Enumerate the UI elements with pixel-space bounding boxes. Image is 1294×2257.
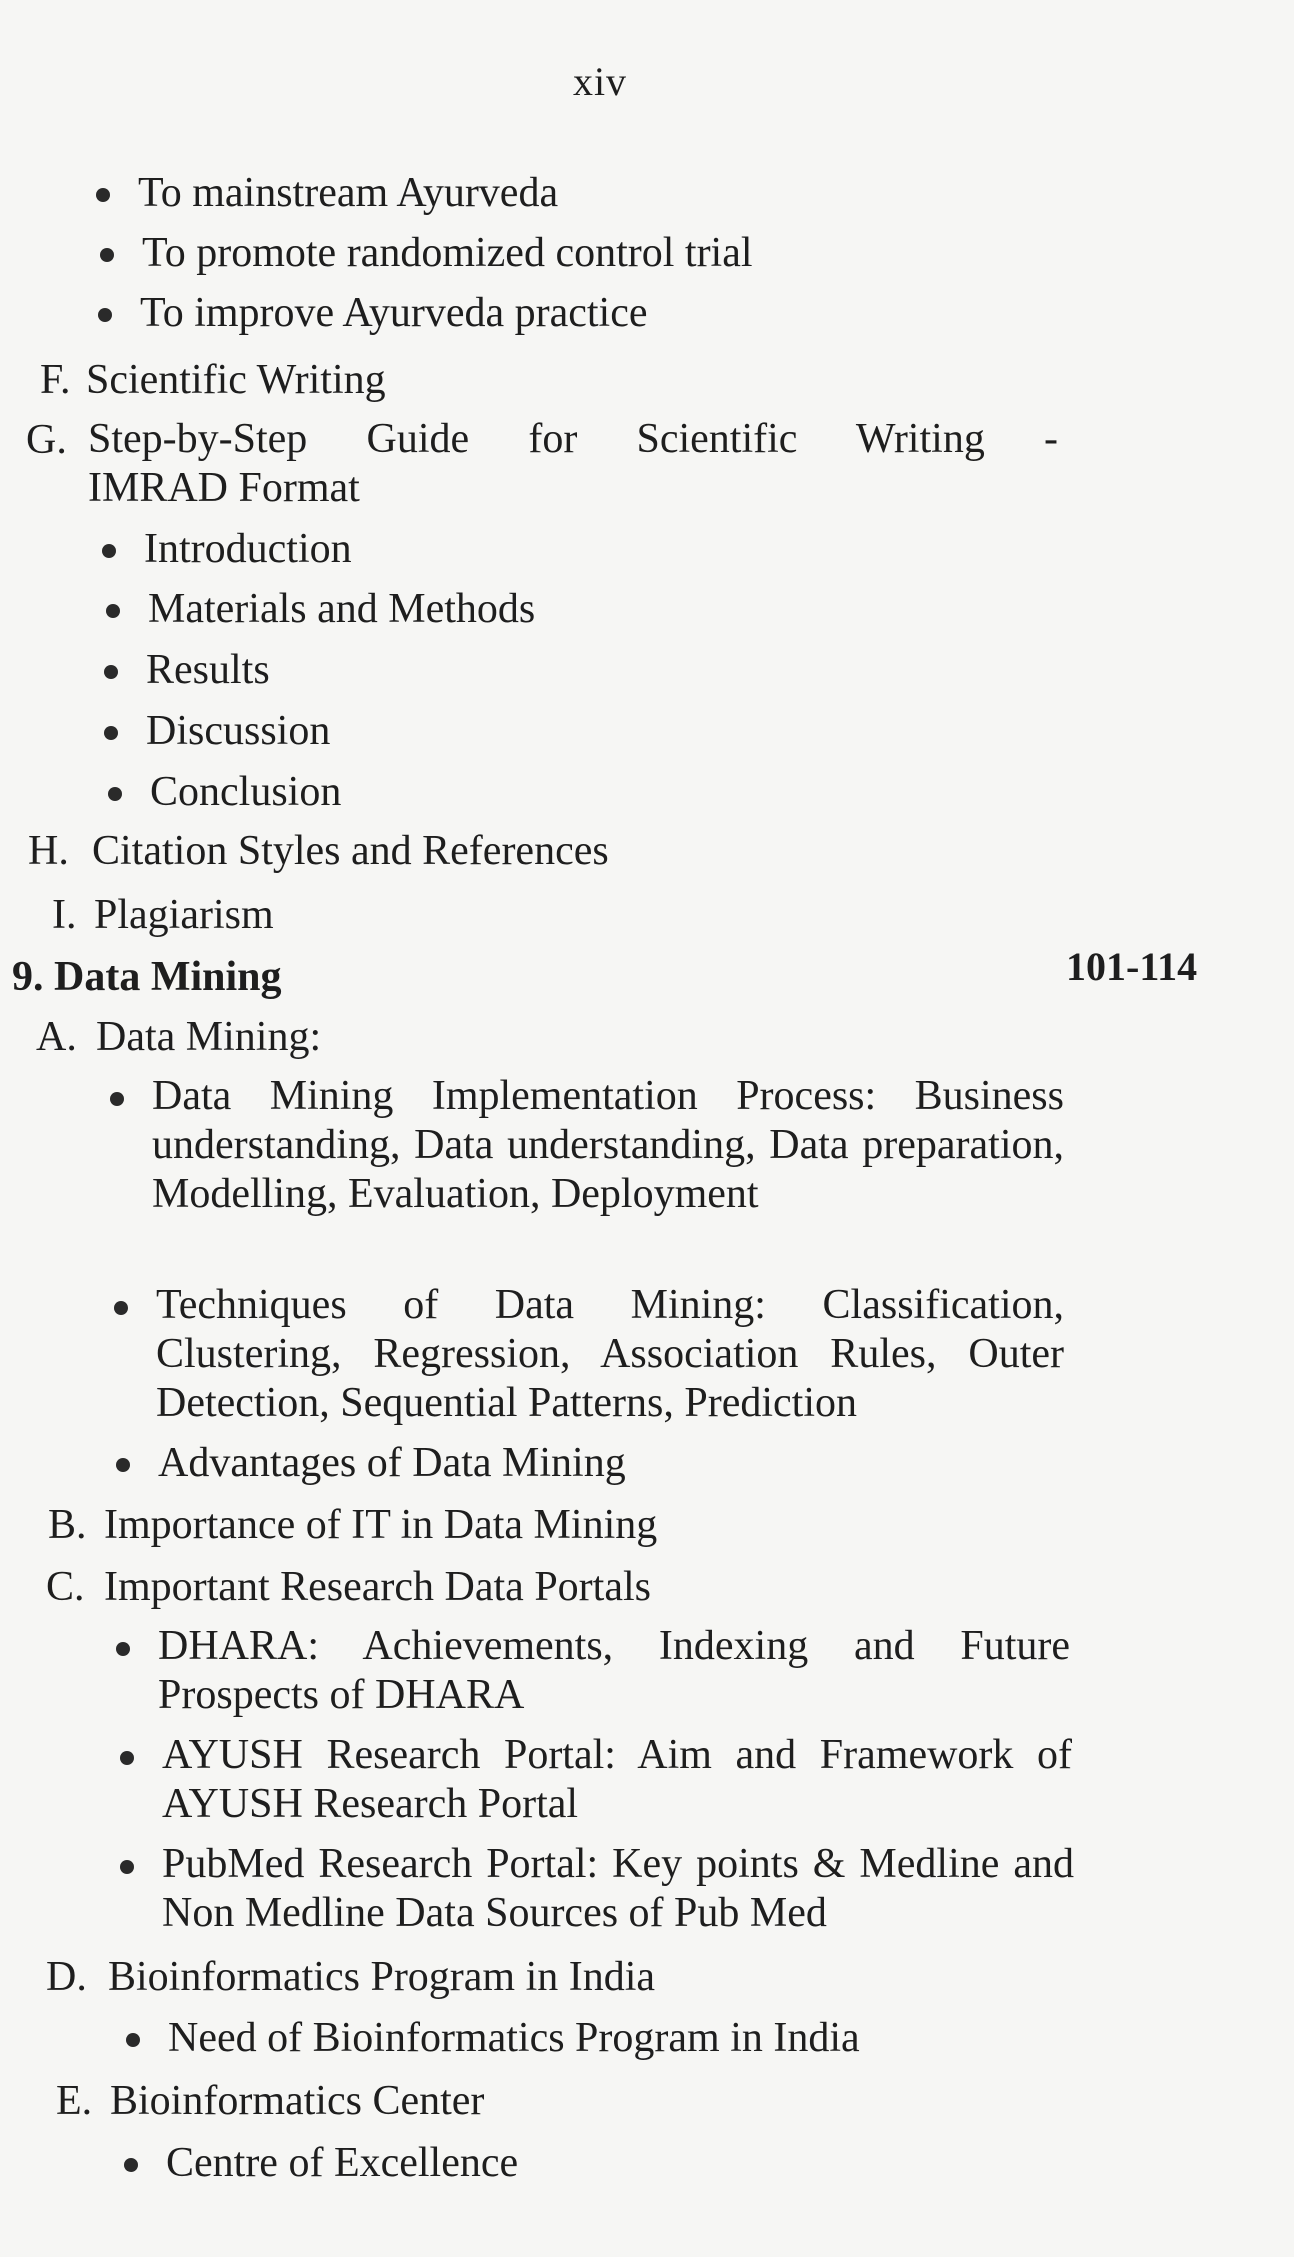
list-item: Data Mining Implementation Process: Business understanding, Data understanding, Data preparation, Modelling, Evaluation, Deployment <box>152 1073 1064 1217</box>
section-letter-g: G. <box>26 417 67 463</box>
list-item: Need of Bioinformatics Program in India <box>168 2015 860 2061</box>
chapter-page-range: 101-114 <box>1066 944 1198 989</box>
page-number: xiv <box>572 59 628 104</box>
section-letter-e: E. <box>56 2078 93 2124</box>
list-item: Materials and Methods <box>148 586 536 632</box>
section-i-title: Plagiarism <box>94 892 274 938</box>
section-a-title: Data Mining: <box>96 1014 322 1060</box>
section-b-title: Importance of IT in Data Mining <box>104 1502 658 1548</box>
list-item: Introduction <box>144 526 352 572</box>
list-item: To promote randomized control trial <box>142 230 753 276</box>
list-item: PubMed Research Portal: Key points & Medline and Non Medline Data Sources of Pub Med <box>162 1841 1074 1936</box>
section-f-title: Scientific Writing <box>86 357 386 403</box>
list-item: Centre of Excellence <box>166 2140 519 2186</box>
list-item: Techniques of Data Mining: Classification, Clustering, Regression, Association Rules, Outer Detection, Sequential Patterns, Prediction <box>156 1282 1064 1426</box>
list-item: DHARA: Achievements, Indexing and Future Prospects of DHARA <box>158 1623 1070 1718</box>
section-letter-h: H. <box>28 828 69 874</box>
section-g-title-line1: Step-by-Step Guide for Scientific Writing - <box>88 416 1058 462</box>
list-item: Advantages of Data Mining <box>158 1440 626 1486</box>
list-item: To mainstream Ayurveda <box>138 170 559 216</box>
section-letter-i: I. <box>52 892 77 938</box>
section-c-title: Important Research Data Portals <box>104 1564 651 1610</box>
list-item: AYUSH Research Portal: Aim and Framework of AYUSH Research Portal <box>162 1732 1072 1827</box>
section-h-title: Citation Styles and References <box>92 828 609 874</box>
list-item: Results <box>146 647 270 693</box>
section-d-title: Bioinformatics Program in India <box>108 1954 656 2000</box>
section-letter-c: C. <box>46 1564 85 1610</box>
section-letter-a: A. <box>36 1014 77 1060</box>
chapter-title: 9. Data Mining <box>12 954 282 1000</box>
section-letter-b: B. <box>48 1502 87 1548</box>
section-g-title-line2: IMRAD Format <box>88 465 360 511</box>
section-letter-f: F. <box>40 357 71 403</box>
section-e-title: Bioinformatics Center <box>110 2078 485 2124</box>
list-item: Conclusion <box>150 769 342 815</box>
list-item: To improve Ayurveda practice <box>140 290 648 336</box>
section-letter-d: D. <box>46 1954 87 2000</box>
list-item: Discussion <box>146 708 331 754</box>
